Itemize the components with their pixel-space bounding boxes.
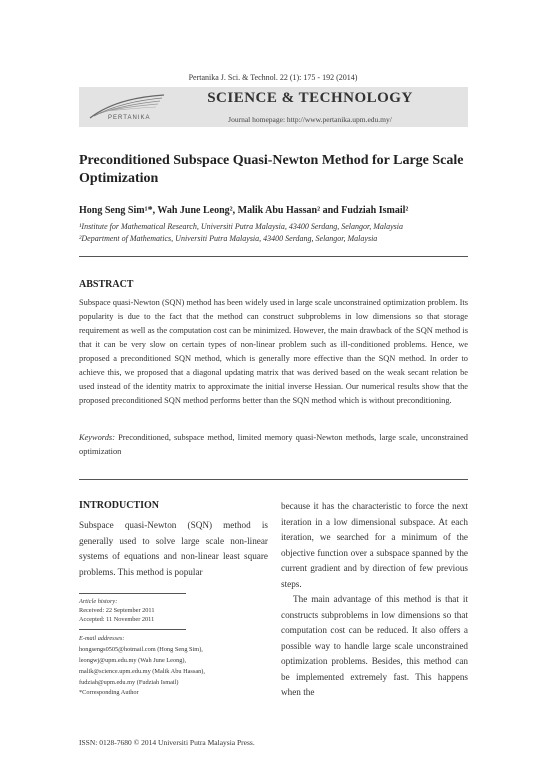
pertanika-logo [86, 92, 176, 122]
issn-footer: ISSN: 0128-7680 © 2014 Universiti Putra Malaysia Press. [79, 738, 255, 747]
keywords-label: Keywords: [79, 433, 115, 442]
journal-reference: Pertanika J. Sci. & Technol. 22 (1): 175 - 192 (2014) [188, 73, 358, 82]
email-line: hongsengs0505@hotmail.com (Hong Seng Sim), [79, 646, 203, 653]
author-list: Hong Seng Sim¹*, Wah June Leong², Malik Abu Hassan² and Fudziah Ismail² [79, 205, 409, 216]
footnote-divider-2 [79, 629, 186, 630]
banner-title: SCIENCE & TECHNOLOGY [207, 90, 413, 106]
affiliation-1: ¹Institute for Mathematical Research, Universiti Putra Malaysia, 43400 Serdang, Selangor, Malaysia [79, 222, 403, 231]
keywords-text: Preconditioned, subspace method, limited memory quasi-Newton methods, large scale, unconstrained optimization [79, 433, 468, 456]
corresponding-author: *Corresponding Author [79, 689, 139, 696]
email-line: malik@science.upm.edu.my (Malik Abu Hassan), [79, 668, 205, 675]
divider-bottom [79, 479, 468, 480]
right-paragraph-2: The main advantage of this method is that it constructs subproblems in low dimensions so that computation cost can be reduced. It also offers a possible way to handle large scale unconstrained optimization problems. Besides, this method can be implemented extremely fast. This happens when the [281, 594, 468, 697]
right-paragraph-1: because it has the characteristic to force the next iteration in a low dimensional subspace. At each iteration, we searched for a minimum of the objective function over a subspace spanned by the current gradient and by direction of few previous steps. [281, 501, 468, 589]
introduction-heading: INTRODUCTION [79, 500, 160, 511]
footnote-divider-1 [79, 593, 186, 594]
divider-top [79, 256, 468, 257]
affiliation-2: ²Department of Mathematics, Universiti Putra Malaysia, 43400 Serdang, Selangor, Malaysia [79, 234, 378, 243]
svg-text:PERTANIKA: PERTANIKA [108, 115, 151, 121]
abstract-body: Subspace quasi-Newton (SQN) method has been widely used in large scale unconstrained optimization problem. Its popularity is due to the fact that the method can construct subproblems in low dimensions so that storage requirement as well as the computation cost can be minimized. However, the main drawback of the SQN method is that it can be very slow on certain types of non-linear problem such as ill-conditioned problems. Hence, we proposed a preconditioned SQN method, which is generally more effective than the SQN method. In order to achieve this, we proposed that a diagonal updating matrix that was derived based on the weak secant relation be used instead of the identity matrix to approximate the initial inverse Hessian. Our numerical results show that the proposed preconditioned SQN method performs better than the SQN method which is without preconditioning. [79, 298, 468, 405]
history-label: Article history: [79, 598, 118, 605]
received-date: Received: 22 September 2011 [79, 607, 155, 614]
journal-homepage[interactable]: Journal homepage: http://www.pertanika.upm.edu.my/ [228, 115, 392, 124]
introduction-right-column [281, 499, 468, 701]
keywords [79, 431, 468, 459]
email-line: fudziah@upm.edu.my (Fudziah Ismail) [79, 679, 179, 686]
accepted-date: Accepted: 11 November 2011 [79, 616, 155, 623]
article-title: Preconditioned Subspace Quasi-Newton Method for Large Scale Optimization [79, 153, 464, 186]
feather-logo-icon [86, 92, 176, 122]
email-line: leongwj@upm.edu.my (Wah June Leong), [79, 657, 187, 664]
emails-label: E-mail addresses: [79, 635, 125, 642]
abstract-heading: ABSTRACT [79, 279, 134, 290]
introduction-left-column: Subspace quasi-Newton (SQN) method is generally used to solve large scale non-linear systems of equations and non-linear least square problems. This method is popular [79, 520, 268, 577]
